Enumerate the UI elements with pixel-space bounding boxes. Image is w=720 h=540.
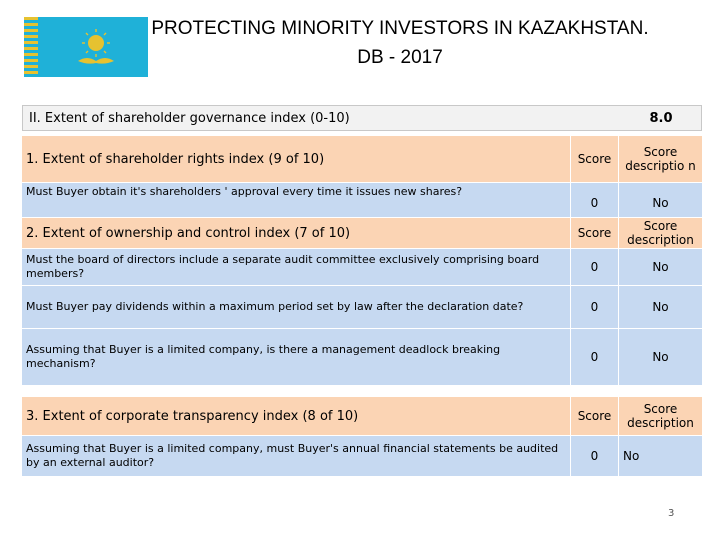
score-description: No — [618, 286, 702, 328]
table-row — [22, 249, 702, 285]
score-description: No — [618, 183, 702, 217]
question-text: Must Buyer obtain it's shareholders ' approval every time it issues new shares? — [26, 185, 463, 198]
question-text: Must Buyer pay dividends within a maximum period set by law after the declaration date? — [26, 300, 524, 313]
governance-index-label: II. Extent of shareholder governance index (0-10) — [29, 110, 350, 126]
table-row — [22, 286, 702, 328]
score-value: 0 — [570, 249, 618, 285]
question-text: Assuming that Buyer is a limited company, is there a management deadlock breaking mechanism? — [26, 343, 501, 370]
section-header-corporate-transparency — [22, 397, 702, 435]
score-value: 0 — [570, 286, 618, 328]
governance-index-value: 8.0 — [649, 110, 673, 126]
score-description-column-header: Score description — [618, 397, 702, 435]
score-description: No — [618, 249, 702, 285]
section-header-shareholder-rights — [22, 136, 702, 182]
title-line-1: PROTECTING MINORITY INVESTORS IN KAZAKHSTAN. — [151, 18, 649, 39]
title-line-2: DB - 2017 — [357, 47, 443, 68]
table-row — [22, 183, 702, 217]
score-description-column-header: Score description — [618, 218, 702, 248]
question-text: Assuming that Buyer is a limited company, must Buyer's annual financial statements be audited by an external auditor? — [26, 442, 559, 469]
question-text: Must the board of directors include a separate audit committee exclusively comprising board members? — [26, 253, 540, 280]
score-value: 0 — [570, 436, 618, 476]
score-column-header: Score — [570, 218, 618, 248]
table-row — [22, 329, 702, 385]
score-value: 0 — [570, 183, 618, 217]
score-column-header: Score — [570, 136, 618, 182]
score-description: No — [618, 436, 702, 476]
score-description-column-header: Score descriptio n — [618, 136, 702, 182]
kazakhstan-flag — [24, 17, 148, 77]
section-title: 3. Extent of corporate transparency index (8 of 10) — [26, 408, 359, 424]
governance-index-header — [22, 105, 702, 131]
section-title: 2. Extent of ownership and control index (7 of 10) — [26, 225, 351, 241]
flag-sun-eagle-icon — [24, 17, 148, 77]
score-value: 0 — [570, 329, 618, 385]
table-row — [22, 436, 702, 476]
slide-title — [150, 14, 650, 72]
page-number: 3 — [668, 508, 675, 519]
score-column-header: Score — [570, 397, 618, 435]
section-header-ownership-control — [22, 218, 702, 248]
section-title: 1. Extent of shareholder rights index (9 of 10) — [26, 151, 325, 167]
score-description: No — [618, 329, 702, 385]
